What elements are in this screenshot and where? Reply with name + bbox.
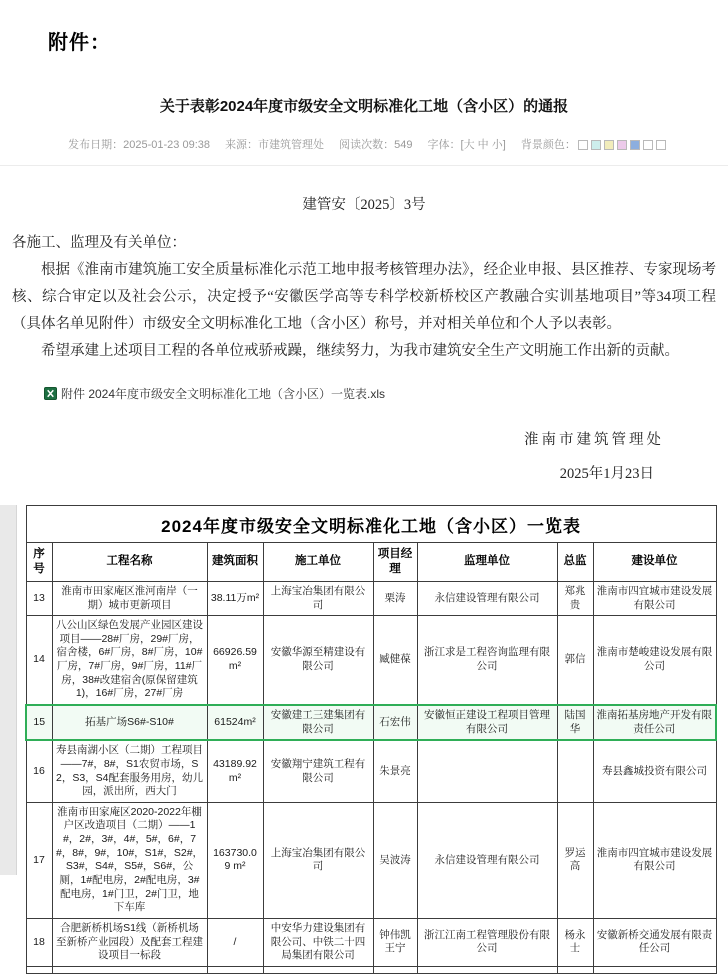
salutation: 各施工、监理及有关单位： [12,235,186,251]
table-body [26,581,716,973]
table-row [26,581,716,615]
font-size-switch[interactable]: 字体：[大 中 小] [427,139,506,151]
table-header-row [26,543,716,582]
page [0,26,728,962]
column-header: 建设单位 [593,543,716,582]
cell-name [52,966,207,973]
column-header: 序号 [26,543,52,582]
cell-name: 八公山区绿色发展产业园区建设项目——28#厂房，29#厂房，宿舍楼，6#厂房，8#厂房，10#厂房，7#厂房，9#厂房，11#厂房，38#改建宿舍(原保留建筑1)，16#厂房，27#厂房 [52,616,207,705]
cell-area: 61524m² [207,705,263,740]
cell-pm: 朱景亮 [373,740,417,802]
cell-pm: 吴波涛 [373,802,417,918]
cell-chief: 杨永士 [557,918,593,966]
cell-no: 15 [26,705,52,740]
cell-contractor: 中安华力建设集团有限公司、中铁二十四局集团有限公司 [263,918,373,966]
cell-builder: 安徽新桥交通发展有限责任公司 [593,918,716,966]
cell-name: 拓基广场S6#-S10# [52,705,207,740]
bg-color-swatch[interactable] [578,140,588,150]
attachment-link[interactable] [44,385,385,402]
cell-no: 14 [26,616,52,705]
cell-contractor: 安徽建工三建集团有限公司 [263,705,373,740]
cell-pm: 栗涛 [373,581,417,615]
page-title: 关于表彰2024年度市级安全文明标准化工地（含小区）的通报 [159,98,569,115]
table-row [26,705,716,740]
table-row [26,966,716,973]
cell-pm: 臧健葆 [373,616,417,705]
cell-no: 16 [26,740,52,802]
cell-builder: 淮南市楚峻建设发展有限公司 [593,616,716,705]
doc-number: 建管安〔2025〕3号 [302,197,426,213]
column-header: 建筑面积 [207,543,263,582]
cell-no: 18 [26,918,52,966]
bg-color-swatches [578,140,666,150]
publish-date: 发布日期：2025-01-23 09:38 [68,139,210,151]
attachment-heading: 附件： [48,32,111,54]
cell-name: 淮南市田家庵区2020-2022年棚户区改造项目（二期）——1#，2#，3#，4#，5#，6#，7#，8#，9#，10#，S1#，S2#，S3#，S4#，S5#，S6#，公厕，1#配电房，2#配电房，3#配电房，1#门卫，2#门卫，地下车库 [52,802,207,918]
cell-supervisor [417,966,557,973]
signer-org: 淮南市建筑管理处 [524,432,664,448]
view-count: 阅读次数：549 [339,139,413,151]
cell-chief: 陆国华 [557,705,593,740]
cell-area: 163730.09 m² [207,802,263,918]
cell-builder: 淮南拓基房地产开发有限责任公司 [593,705,716,740]
cell-supervisor: 永信建设管理有限公司 [417,802,557,918]
cell-builder: 淮南市四宜城市建设发展有限公司 [593,802,716,918]
table-row [26,740,716,802]
cell-contractor [263,966,373,973]
cell-builder: 淮南市四宜城市建设发展有限公司 [593,581,716,615]
projects-table [25,505,717,974]
cell-supervisor: 永信建设管理有限公司 [417,581,557,615]
cell-supervisor [417,740,557,802]
column-header: 监理单位 [417,543,557,582]
cell-pm: 石宏伟 [373,705,417,740]
cell-supervisor: 浙江求是工程咨询监理有限公司 [417,616,557,705]
cell-supervisor: 浙江江南工程管理股份有限公司 [417,918,557,966]
cell-area: 43189.92 m² [207,740,263,802]
article-meta [0,136,728,152]
table-row [26,616,716,705]
cell-area [207,966,263,973]
bg-color-swatch[interactable] [604,140,614,150]
column-header: 项目经理 [373,543,417,582]
cell-area: 66926.59m² [207,616,263,705]
cell-contractor: 安徽华源至精建设有限公司 [263,616,373,705]
bg-color-swatch[interactable] [591,140,601,150]
cell-pm: 钟伟凯 王宁 [373,918,417,966]
source: 来源：市建筑管理处 [225,139,325,151]
column-header: 工程名称 [52,543,207,582]
bg-color-swatch[interactable] [617,140,627,150]
bg-color-swatch[interactable] [630,140,640,150]
cell-chief [557,966,593,973]
cell-supervisor: 安徽恒正建设工程项目管理有限公司 [417,705,557,740]
cell-contractor: 安徽翔宁建筑工程有限公司 [263,740,373,802]
divider [0,165,728,166]
cell-name: 淮南市田家庵区淮河南岸（一期）城市更新项目 [52,581,207,615]
cell-pm [373,966,417,973]
table-row [26,918,716,966]
paragraph-1: 根据《淮南市建筑施工安全质量标准化示范工地申报考核管理办法》，经企业申报、县区推荐、专家现场考核、综合审定以及社会公示，决定授予“安徽医学高等专科学校新桥校区产教融合实训基地项目”等34项工程（具体名单见附件）市级安全文明标准化工地（含小区）称号，并对相关单位和个人予以表彰。 [12,262,716,332]
table-title-row [26,506,716,543]
cell-chief: 郑兆贵 [557,581,593,615]
column-header: 总监 [557,543,593,582]
cell-builder: 寿县鑫城投资有限公司 [593,740,716,802]
cell-contractor: 上海宝冶集团有限公司 [263,802,373,918]
sign-date: 2025年1月23日 [559,466,654,482]
table-title: 2024年度市级安全文明标准化工地（含小区）一览表 [26,506,716,543]
cell-contractor: 上海宝冶集团有限公司 [263,581,373,615]
excel-icon [44,387,57,400]
attachment-file-name: 附件 2024年度市级安全文明标准化工地（含小区）一览表.xls [61,387,386,401]
bg-color-swatch[interactable] [656,140,666,150]
cell-chief: 罗运高 [557,802,593,918]
bg-color-label: 背景颜色： [520,139,576,151]
cell-name: 寿县南湖小区（二期）工程项目——7#，8#，S1农贸市场，S2，S3，S4配套服务用房，幼儿园，派出所，西大门 [52,740,207,802]
cell-builder [593,966,716,973]
bg-color-swatch[interactable] [643,140,653,150]
cell-no [26,966,52,973]
cell-no: 13 [26,581,52,615]
cell-chief [557,740,593,802]
cell-chief: 郭信 [557,616,593,705]
cell-area: / [207,918,263,966]
column-header: 施工单位 [263,543,373,582]
sheet-area [0,505,728,974]
cell-area: 38.11万m² [207,581,263,615]
cell-no: 17 [26,802,52,918]
paragraph-2: 希望承建上述项目工程的各单位戒骄戒躁，继续努力，为我市建筑安全生产文明施工作出新的贡献。 [41,343,679,359]
table-row [26,802,716,918]
sheet-left-gutter [0,505,17,875]
cell-name: 合肥新桥机场S1线（新桥机场至新桥产业园段）及配套工程建设项目一标段 [52,918,207,966]
